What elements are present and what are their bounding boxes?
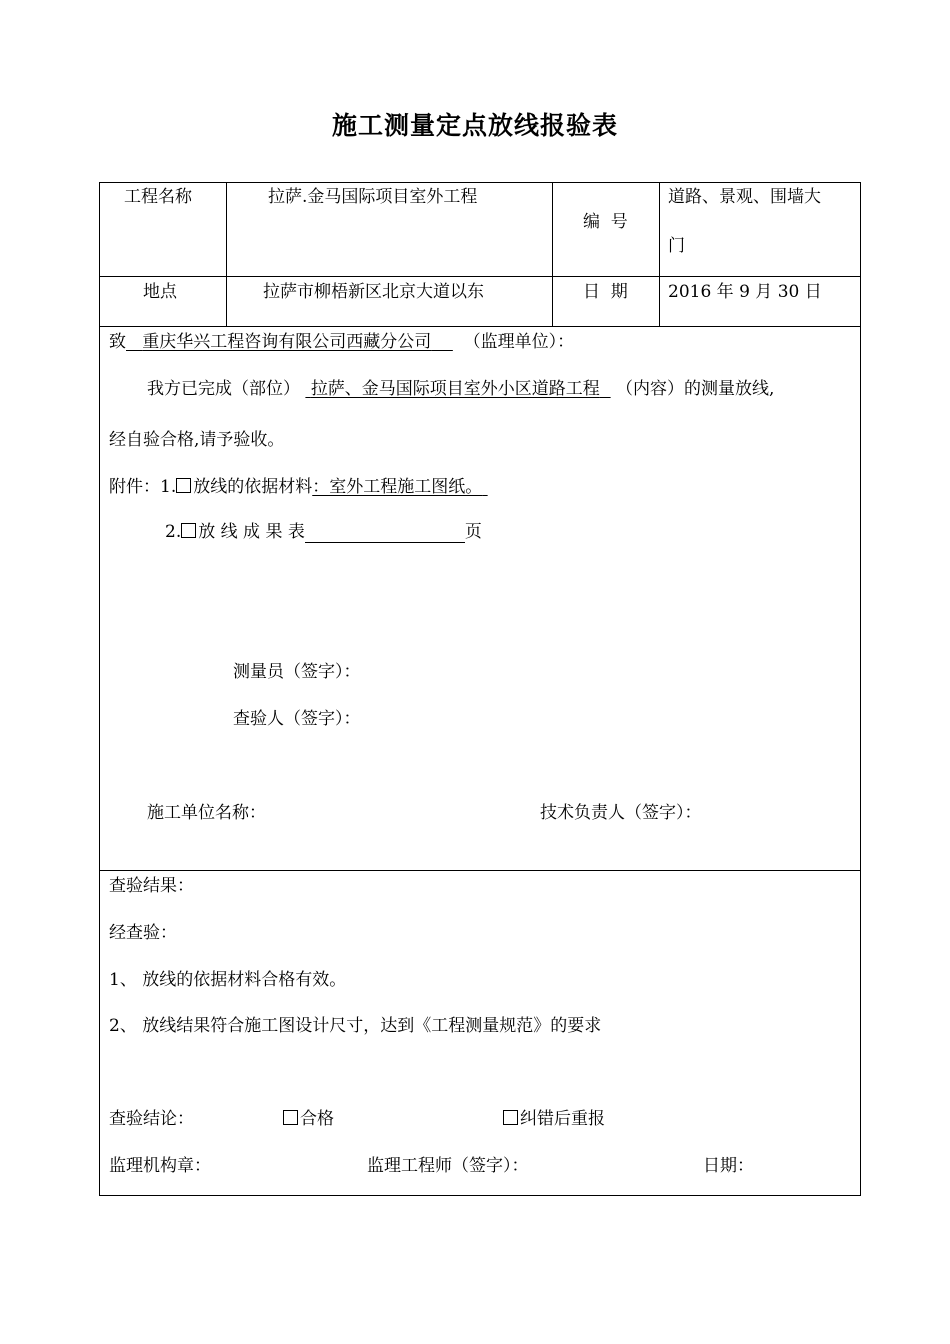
- option-resubmit[interactable]: 纠错后重报: [503, 1108, 605, 1130]
- number-value-line2: 门: [668, 236, 685, 256]
- completion-statement-line2: 经自验合格,请予验收。: [109, 430, 285, 450]
- project-name-value: 拉萨.金马国际项目室外工程: [268, 187, 478, 207]
- attachment-2: 2. 放 线 成 果 表 页: [165, 522, 482, 542]
- result-heading: 查验结果：: [109, 876, 194, 896]
- row-divider: [99, 870, 861, 871]
- addressee-line: [109, 331, 574, 353]
- completion-statement: 我方已完成（部位） 拉萨、金马国际项目室外小区道路工程 （内容）的测量放线,: [147, 379, 775, 399]
- page-title: 施工测量定点放线报验表: [331, 111, 618, 140]
- date-value: 2016 年 9 月 30 日: [668, 282, 822, 302]
- result-item-1: 1、 放线的依据材料合格有效。: [109, 970, 347, 990]
- row-divider: [99, 326, 861, 327]
- completed-part: 拉萨、金马国际项目室外小区道路工程: [310, 379, 600, 399]
- addressee-company: 重庆华兴工程咨询有限公司西藏分公司: [142, 332, 432, 352]
- conclusion-label: 查验结论：: [109, 1109, 194, 1129]
- number-label: 编 号: [583, 212, 628, 232]
- number-value-line1: 道路、景观、围墙大: [668, 187, 821, 207]
- result-date: 日期：: [703, 1156, 754, 1176]
- row-divider: [99, 276, 861, 277]
- checkbox-resubmit[interactable]: [503, 1110, 518, 1125]
- supervision-seal: 监理机构章：: [109, 1156, 211, 1176]
- attachment-1-value: ：室外工程施工图纸。: [312, 477, 483, 497]
- project-name-label: 工程名称: [124, 187, 192, 207]
- location-value: 拉萨市柳梧新区北京大道以东: [263, 282, 484, 302]
- contractor-name: 施工单位名称：: [147, 803, 266, 823]
- result-checked: 经查验：: [109, 923, 177, 943]
- addressee-suffix: （监理单位）：: [463, 332, 575, 352]
- result-item-2: 2、 放线结果符合施工图设计尺寸，达到《工程测量规范》的要求: [109, 1016, 602, 1036]
- location-label: 地点: [143, 282, 177, 302]
- attachment-1: 附件：1. 放线的依据材料：室外工程施工图纸。: [109, 476, 488, 498]
- checkbox-basis-material[interactable]: [176, 478, 191, 493]
- checkbox-result-table[interactable]: [181, 523, 196, 538]
- date-label: 日 期: [583, 282, 628, 302]
- addressee-prefix: 致: [109, 332, 126, 352]
- option-pass[interactable]: 合格: [283, 1108, 334, 1130]
- checkbox-pass[interactable]: [283, 1110, 298, 1125]
- column-divider: [659, 182, 660, 326]
- surveyor-signature: 测量员（签字）：: [233, 662, 361, 682]
- inspector-signature: 查验人（签字）：: [233, 709, 361, 729]
- tech-lead-signature: 技术负责人（签字）：: [540, 803, 702, 823]
- column-divider: [226, 182, 227, 326]
- supervision-engineer-signature: 监理工程师（签字）：: [367, 1156, 529, 1176]
- column-divider: [552, 182, 553, 326]
- page-count-blank[interactable]: [305, 524, 465, 543]
